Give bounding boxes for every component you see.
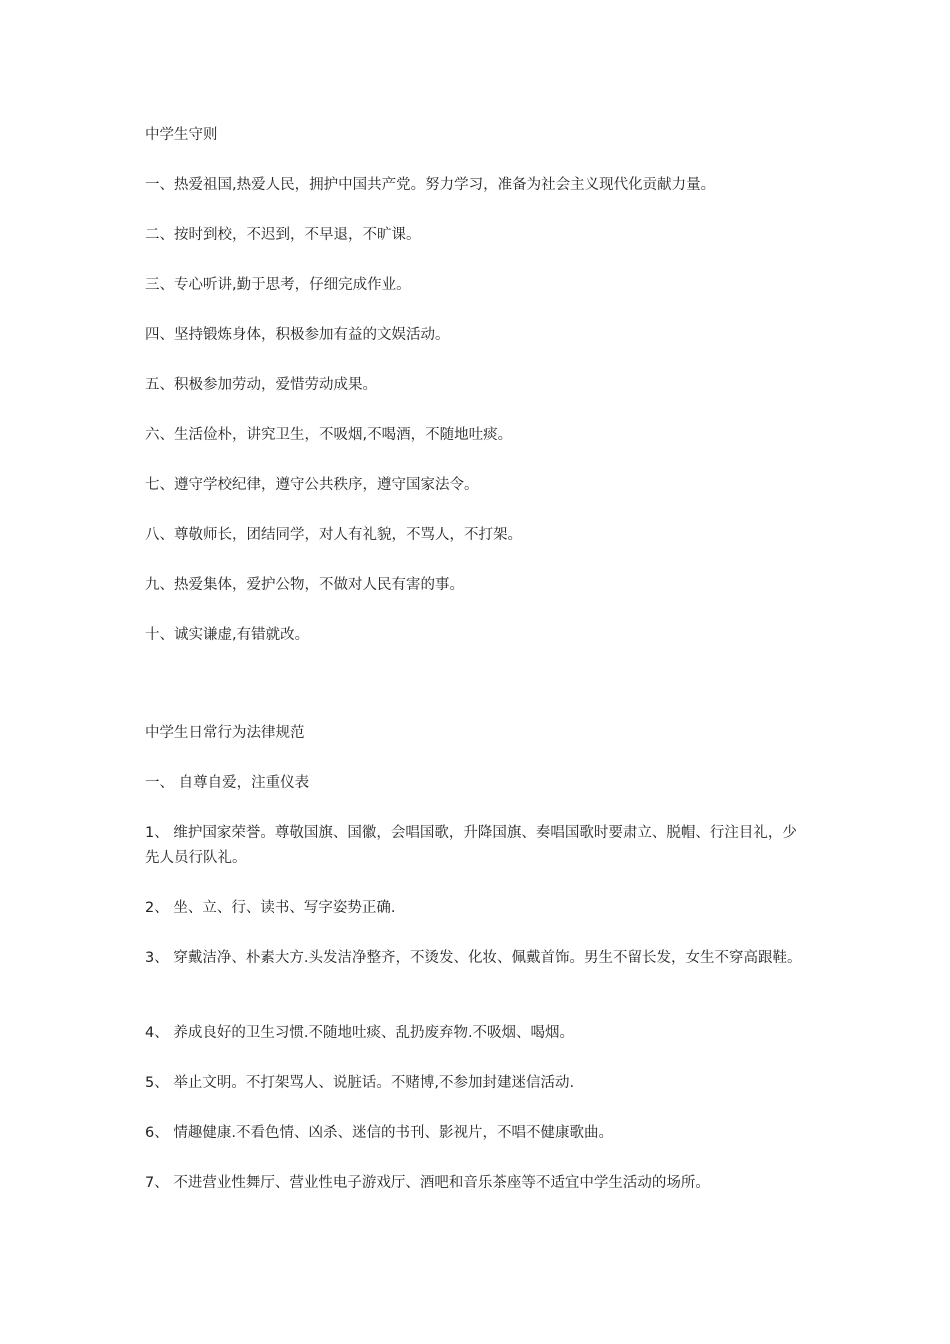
norm-item-7: 7、 不进营业性舞厅、营业性电子游戏厅、酒吧和音乐茶座等不适宜中学生活动的场所。 xyxy=(145,1175,710,1191)
norm-item-2: 2、 坐、立、行、读书、写字姿势正确. xyxy=(145,900,396,916)
section-title-student-code: 中学生守则 xyxy=(145,127,218,143)
code-item-3: 三、专心听讲,勤于思考，仔细完成作业。 xyxy=(145,277,411,293)
code-item-2: 二、按时到校，不迟到，不早退，不旷课。 xyxy=(145,227,421,243)
code-item-6: 六、生活俭朴，讲究卫生，不吸烟,不喝酒，不随地吐痰。 xyxy=(145,427,513,443)
code-item-9: 九、热爱集体，爱护公物，不做对人民有害的事。 xyxy=(145,577,464,593)
norm-item-4: 4、 养成良好的卫生习惯.不随地吐痰、乱扔废弃物.不吸烟、喝烟。 xyxy=(145,1025,575,1041)
norm-item-3: 3、 穿戴洁净、朴素大方.头发洁净整齐，不烫发、化妆、佩戴首饰。男生不留长发，女生不穿高跟鞋。 xyxy=(145,950,802,966)
code-item-7: 七、遵守学校纪律，遵守公共秩序，遵守国家法令。 xyxy=(145,477,479,493)
code-item-8: 八、尊敬师长，团结同学，对人有礼貌，不骂人，不打架。 xyxy=(145,527,522,543)
code-item-5: 五、积极参加劳动，爱惜劳动成果。 xyxy=(145,377,377,393)
code-item-10: 十、诚实谦虚,有错就改。 xyxy=(145,627,310,643)
code-item-4: 四、坚持锻炼身体，积极参加有益的文娱活动。 xyxy=(145,327,450,343)
section-title-behavior-norms: 中学生日常行为法律规范 xyxy=(145,725,305,741)
norms-heading-1: 一、 自尊自爱，注重仪表 xyxy=(145,775,310,791)
norm-item-6: 6、 情趣健康.不看色情、凶杀、迷信的书刊、影视片，不唱不健康歌曲。 xyxy=(145,1125,613,1141)
norm-item-1: 1、 维护国家荣誉。尊敬国旗、国徽，会唱国歌，升降国旗、奏唱国歌时要肃立、脱帽、行注目礼，少先人员行队礼。 xyxy=(145,825,797,866)
norm-item-5: 5、 举止文明。不打架骂人、说脏话。不赌博,不参加封建迷信活动. xyxy=(145,1075,575,1091)
code-item-1: 一、热爱祖国,热爱人民，拥护中国共产党。努力学习，准备为社会主义现代化贡献力量。 xyxy=(145,177,716,193)
